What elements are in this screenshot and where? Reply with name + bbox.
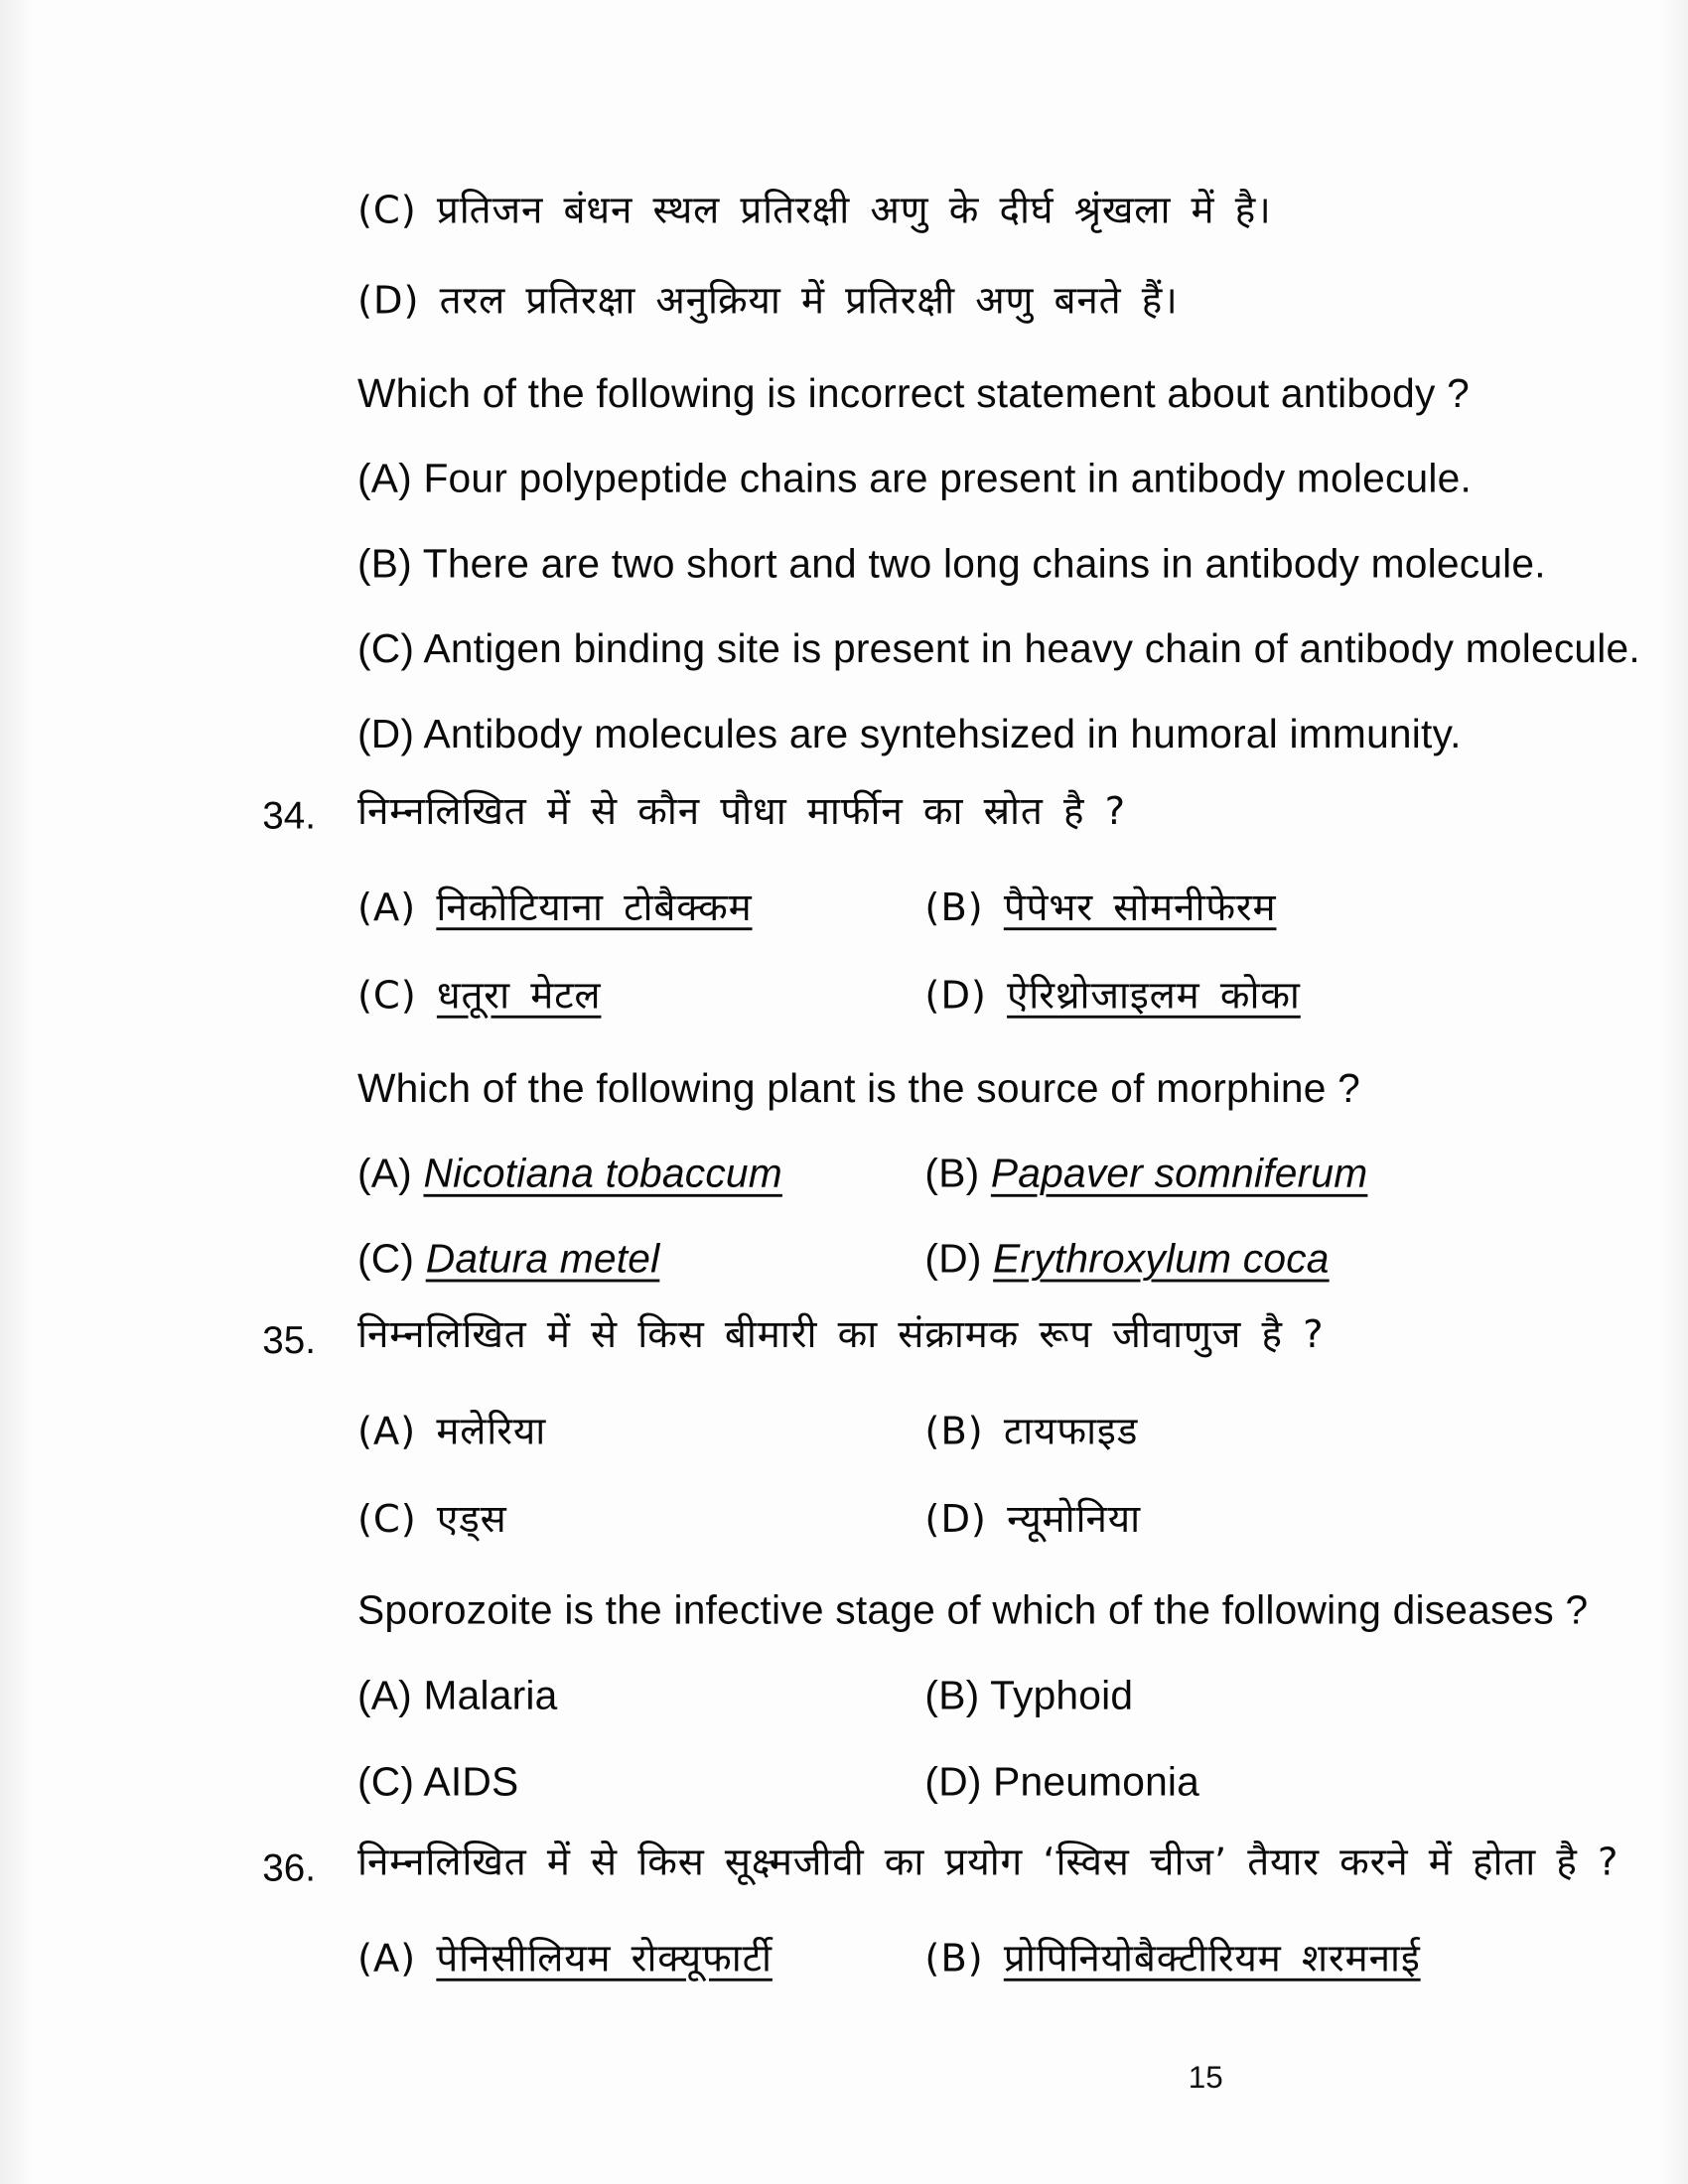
option-text: मलेरिया (436, 1410, 547, 1454)
option-label: (A) (357, 1937, 417, 1981)
option-text: Papaver somniferum (990, 1152, 1368, 1197)
option-label: (C) (357, 974, 417, 1019)
question-36-stem-hindi: निम्नलिखित में से किस सूक्ष्मजीवी का प्रयोग ‘स्विस चीज’ तैयार करने में होता है ? (357, 1841, 1619, 1885)
question-34-option-english-d (924, 1235, 1329, 1286)
option-text: Typhoid (990, 1673, 1134, 1719)
carryover-option-english-c (357, 625, 1640, 676)
option-text: ऐरिथ्रोजाइलम कोका (1007, 974, 1301, 1019)
option-text: निकोटियाना टोबैक्कम (436, 886, 753, 931)
question-34-option-english-c (357, 1235, 659, 1286)
question-34-option-hindi-b (924, 885, 1276, 932)
option-label: (D) (924, 1759, 982, 1806)
option-text: Erythroxylum coca (993, 1236, 1330, 1283)
option-label: (A) (357, 1152, 412, 1197)
option-text: Nicotiana tobaccum (423, 1152, 782, 1197)
carryover-option-english-a (357, 456, 1472, 506)
option-label: (B) (924, 1673, 980, 1719)
option-label: (B) (924, 1152, 980, 1197)
page-number-footer: 15 (1188, 2059, 1223, 2095)
option-label: (D) (924, 974, 987, 1019)
option-label: (D) (924, 1236, 982, 1283)
question-36-option-hindi-b (924, 1936, 1420, 1983)
option-text: एड्स (436, 1497, 507, 1542)
question-34-option-english-a (357, 1151, 782, 1201)
question-35-stem-hindi: निम्नलिखित में से किस बीमारी का संक्रामक रूप जीवाणुज है ? (357, 1312, 1325, 1358)
option-label: (D) (924, 1497, 987, 1542)
carryover-option-english-d (357, 711, 1462, 761)
option-text: पेनिसीलियम रोक्यूफार्टी (436, 1937, 773, 1981)
question-35-option-english-a (357, 1672, 557, 1722)
option-text: AIDS (423, 1759, 519, 1806)
option-text: There are two short and two long chains in antibody molecule. (422, 541, 1546, 588)
option-label: (B) (924, 1410, 984, 1454)
carryover-option-hindi-d (357, 278, 1179, 326)
option-text: प्रतिजन बंधन स्थल प्रतिरक्षी अणु के दीर्घ श्रृंखला में है। (436, 189, 1272, 233)
option-label: (B) (924, 1937, 984, 1981)
option-label: (C) (357, 1497, 417, 1542)
option-label: (B) (357, 541, 412, 588)
option-text: धतूरा मेटल (436, 974, 602, 1019)
option-label: (D) (357, 712, 415, 757)
option-text: Malaria (423, 1673, 558, 1719)
question-number-34: 34. (262, 794, 316, 837)
option-text: तरल प्रतिरक्षा अनुक्रिया में प्रतिरक्षी अणु बनते हैं। (439, 279, 1179, 324)
option-text: प्रोपिनियोबैक्टीरियम शरमनाई (1003, 1937, 1421, 1981)
question-34-option-hindi-c (357, 973, 601, 1021)
question-35-option-english-d (924, 1758, 1199, 1809)
option-text: टायफाइड (1003, 1410, 1139, 1454)
option-label: (D) (357, 279, 420, 324)
question-35-option-hindi-d (924, 1496, 1141, 1544)
question-36-option-hindi-a (357, 1936, 773, 1983)
question-35-option-hindi-c (357, 1496, 507, 1544)
question-number-36: 36. (262, 1846, 316, 1889)
option-text: Antigen binding site is present in heavy chain of antibody molecule. (423, 626, 1640, 673)
option-text: पैपेभर सोमनीफेरम (1003, 886, 1277, 931)
question-34-option-english-b (924, 1151, 1367, 1201)
option-label: (A) (357, 457, 412, 502)
option-text: Pneumonia (993, 1759, 1200, 1806)
question-34-stem-english: Which of the following plant is the source of morphine ? (357, 1066, 1361, 1112)
option-text: Datura metel (425, 1236, 660, 1283)
option-label: (B) (924, 886, 984, 931)
option-label: (C) (357, 1236, 415, 1283)
question-35-option-hindi-a (357, 1409, 546, 1456)
option-label: (A) (357, 1673, 412, 1719)
option-label: (A) (357, 1410, 417, 1454)
option-label: (C) (357, 626, 415, 673)
option-label: (C) (357, 1759, 415, 1806)
question-35-option-hindi-b (924, 1409, 1138, 1456)
option-text: Antibody molecules are syntehsized in humoral immunity. (423, 712, 1462, 757)
question-35-stem-english: Sporozoite is the infective stage of which of the following diseases ? (357, 1588, 1589, 1634)
question-34-option-hindi-a (357, 885, 753, 932)
carryover-stem-english: Which of the following is incorrect statement about antibody ? (357, 371, 1470, 417)
question-35-option-english-c (357, 1758, 518, 1809)
question-34-stem-hindi: निम्नलिखित में से कौन पौधा मार्फीन का स्रोत है ? (357, 789, 1126, 834)
question-number-35: 35. (262, 1318, 316, 1362)
carryover-option-english-b (357, 540, 1546, 591)
question-34-option-hindi-d (924, 973, 1300, 1021)
option-text: न्यूमोनिया (1007, 1497, 1141, 1542)
question-35-option-english-b (924, 1672, 1133, 1722)
option-label: (A) (357, 886, 417, 931)
option-text: Four polypeptide chains are present in antibody molecule. (423, 457, 1473, 502)
option-label: (C) (357, 189, 417, 233)
carryover-option-hindi-c (357, 188, 1272, 235)
